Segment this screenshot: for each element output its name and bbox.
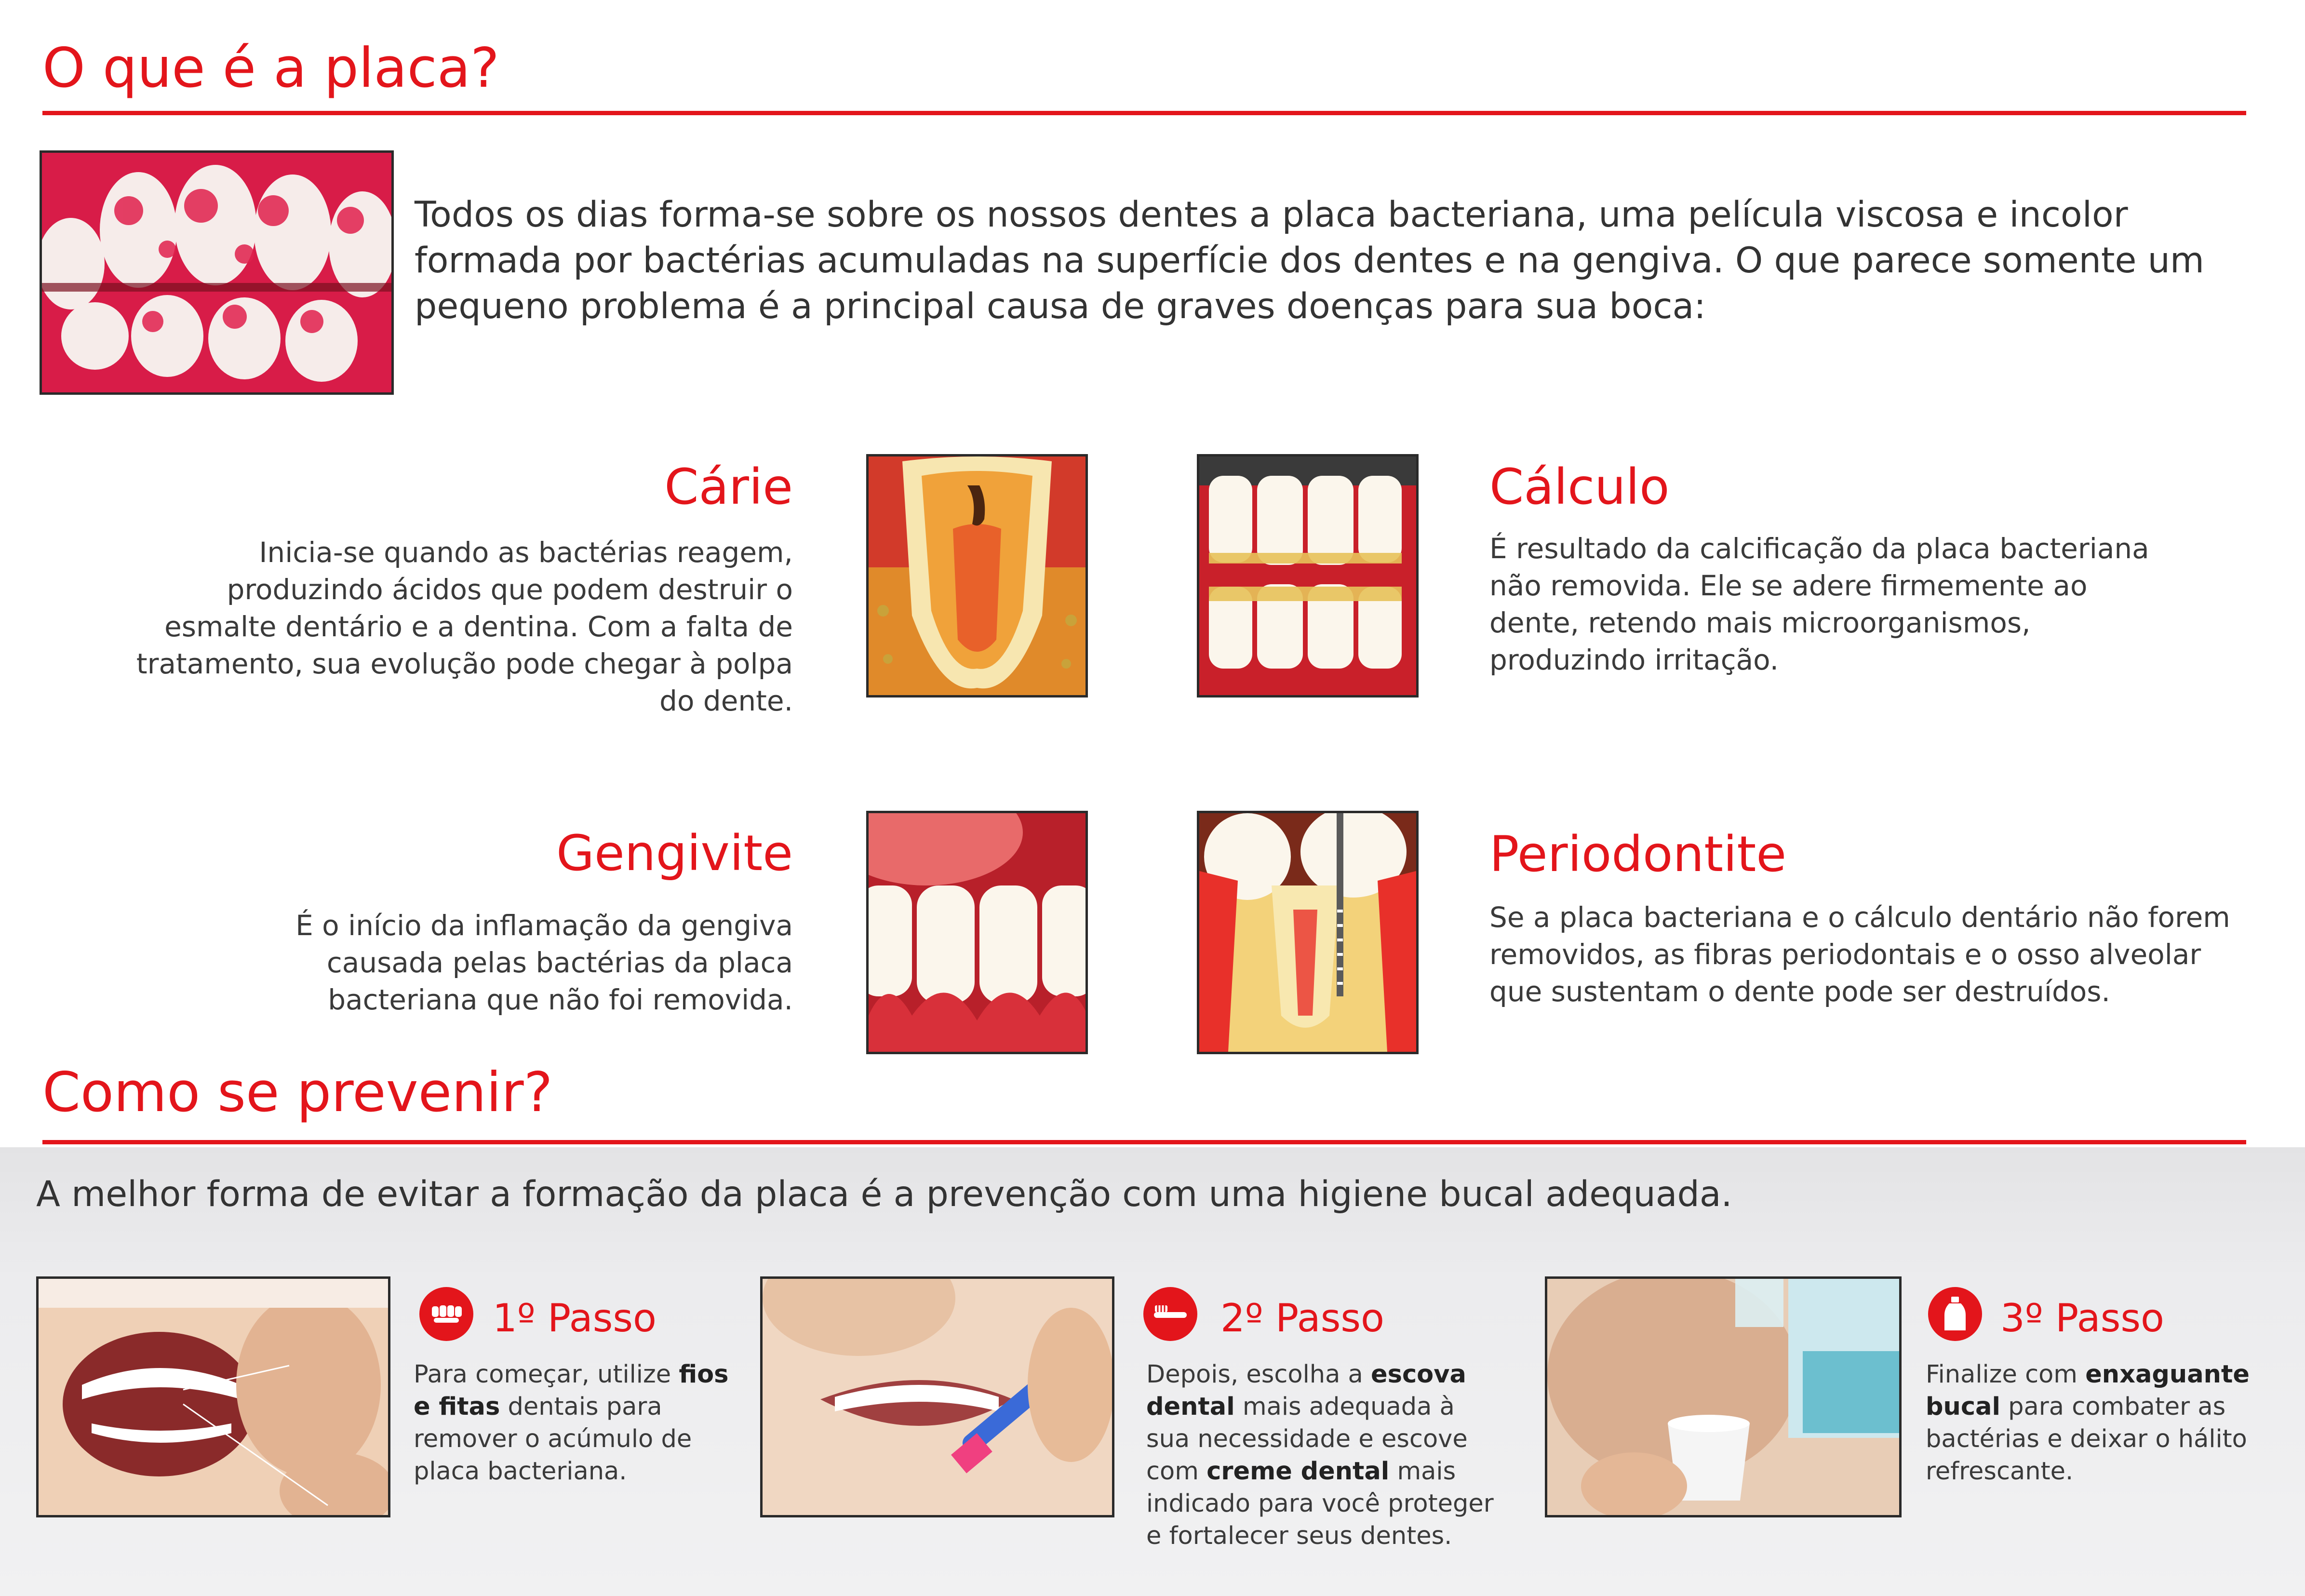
tooth-decay-diagram	[869, 456, 1085, 695]
carie-text: Inicia-se quando as bactérias reagem, produzindo ácidos que podem destruir o esmalte dentário e a dentina. Com a falta de tratamento, sua evolução pode chegar à polpa do dente.	[136, 536, 793, 717]
flossing-illustration	[39, 1279, 388, 1515]
periodontite-text: Se a placa bacteriana e o cálculo dentário não forem removidos, as fibras periodontais e o osso alveolar que sustentam o dente pode ser destruídos.	[1489, 901, 2230, 1008]
tartar-teeth-diagram	[1199, 456, 1416, 695]
periodontitis-diagram	[1199, 813, 1416, 1052]
step-1-text: Para começar, utilize fios e fitas dentais para remover o acúmulo de placa bacteriana.	[414, 1360, 729, 1486]
plaque-teeth-photo	[40, 150, 394, 395]
prevenir-intro-text: A melhor forma de evitar a formação da placa é a prevenção com uma higiene bucal adequada.	[36, 1174, 1732, 1215]
toothbrush-icon	[1143, 1287, 1197, 1341]
mouthwash-illustration	[1547, 1279, 1899, 1515]
section-title-prevenir: Como se prevenir?	[42, 1060, 553, 1124]
gengivite-text: É o início da inflamação da gengiva causada pelas bactérias da placa bacteriana que não foi removida.	[295, 909, 793, 1016]
placa-intro-text: Todos os dias forma-se sobre os nossos dentes a placa bacteriana, uma película viscosa e incolor formada por bactérias acumuladas na superfície dos dentes e na gengiva. O que parece somente um pequeno problema é a principal causa de graves doenças para sua boca:	[415, 194, 2205, 327]
periodontite-illustration	[1197, 811, 1419, 1054]
section-title-placa: O que é a placa?	[42, 36, 499, 100]
gingivitis-diagram	[869, 813, 1085, 1052]
step-3-title: 3º Passo	[2000, 1296, 2164, 1341]
brushing-illustration	[763, 1279, 1112, 1515]
plaque-teeth-illustration	[42, 153, 391, 392]
title-rule	[42, 111, 2246, 115]
calculo-title: Cálculo	[1489, 458, 1670, 516]
step-2-title: 2º Passo	[1220, 1296, 1384, 1341]
mouthwash-bottle-icon	[1928, 1287, 1982, 1341]
teeth-icon	[419, 1287, 473, 1341]
brushing-photo	[760, 1276, 1114, 1517]
title-rule-2	[42, 1140, 2246, 1144]
mouthwash-photo	[1545, 1276, 1902, 1517]
flossing-photo	[36, 1276, 390, 1517]
carie-illustration	[866, 454, 1088, 697]
periodontite-title: Periodontite	[1489, 826, 1787, 883]
step-1-title: 1º Passo	[493, 1296, 657, 1341]
step-2-text: Depois, escolha a escova dental mais adequada à sua necessidade e escove com creme dental mais indicado para você proteger e fortalecer seus dentes.	[1146, 1360, 1494, 1550]
calculo-text: É resultado da calcificação da placa bacteriana não removida. Ele se adere firmemente ao dente, retendo mais microorganismos, produzindo irritação.	[1489, 532, 2149, 676]
calculo-illustration	[1197, 454, 1419, 697]
step-3-text: Finalize com enxaguante bucal para combater as bactérias e deixar o hálito refrescante.	[1926, 1360, 2250, 1486]
carie-title: Cárie	[664, 458, 793, 516]
gengivite-title: Gengivite	[556, 825, 793, 882]
gengivite-illustration	[866, 811, 1088, 1054]
